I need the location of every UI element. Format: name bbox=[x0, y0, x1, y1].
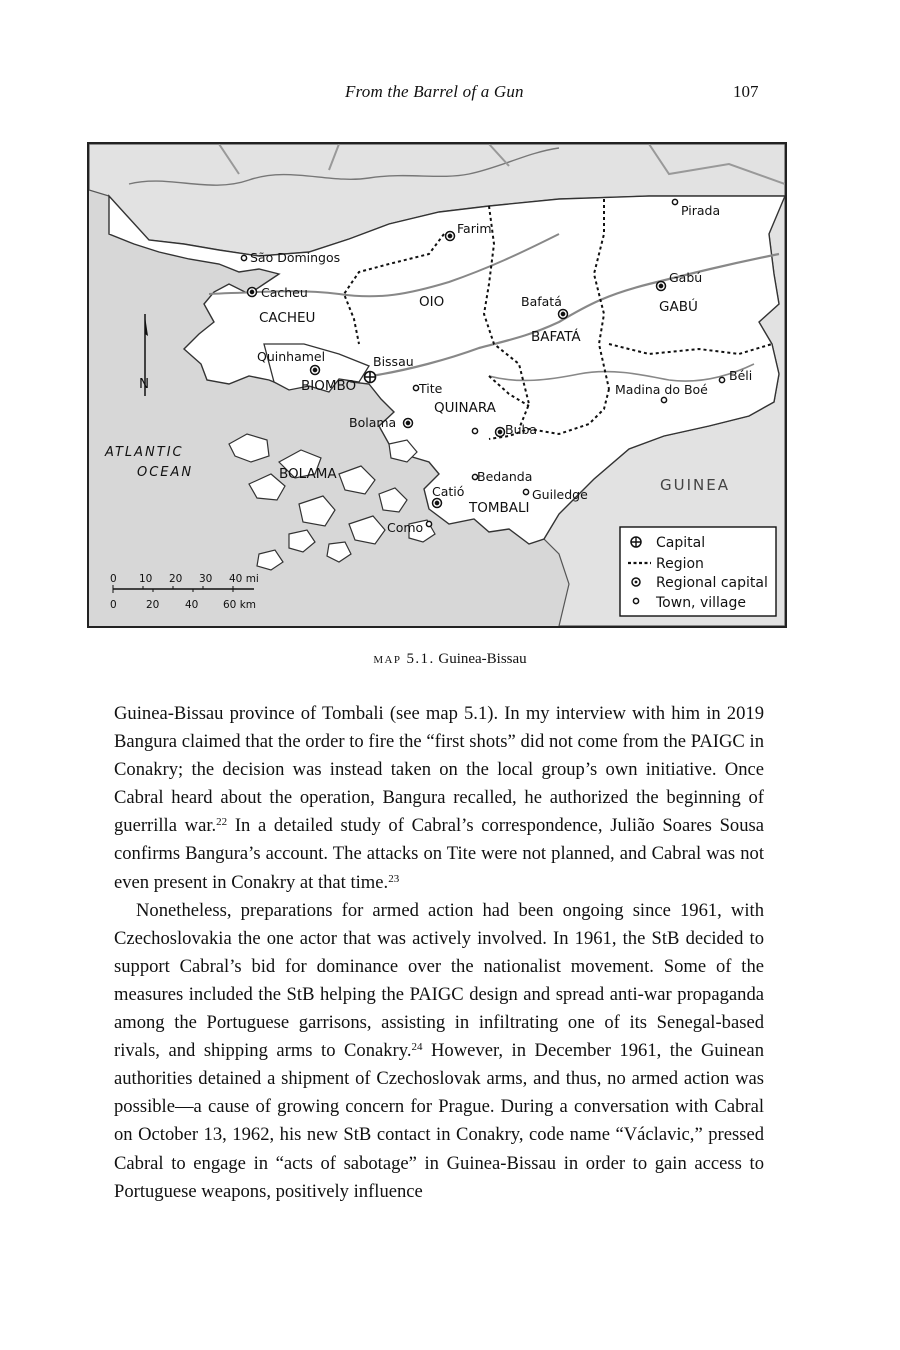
caption-label: map 5.1. bbox=[373, 651, 435, 667]
footnote-ref-23[interactable]: 23 bbox=[388, 872, 400, 885]
paragraph-1-part-a: Guinea-Bissau province of Tombali (see map 5.1). In my interview with him in 2019 Bangura claimed that the order to fire the “first shots” did not come from the PAIGC in Conakry; the decision was instead taken on the local group’s own initiative. Once Cabral heard about the operation, Bangura recalled, he authorized the beginning of guerrilla war. bbox=[114, 703, 764, 837]
scale-km-60: 60 km bbox=[223, 599, 257, 611]
place-pirada: Pirada bbox=[681, 203, 721, 218]
region-bolama: BOLAMA bbox=[279, 466, 337, 482]
place-guiledge: Guiledge bbox=[532, 487, 588, 502]
region-cacheu: CACHEU bbox=[259, 310, 316, 326]
map-caption bbox=[0, 651, 900, 668]
region-oio: OIO bbox=[419, 294, 445, 310]
scale-mi-20: 20 bbox=[169, 573, 183, 585]
place-beli: Béli bbox=[729, 368, 753, 383]
region-tombali: TOMBALI bbox=[469, 500, 530, 516]
place-farim: Farim bbox=[457, 221, 492, 236]
region-quinara: QUINARA bbox=[434, 400, 496, 416]
scale-km-0: 0 bbox=[110, 599, 117, 611]
paragraph-2-part-a: Nonetheless, preparations for armed action had been ongoing since 1961, with Czechoslovakia the one actor that was actively involved. In 1961, the StB decided to support Cabral’s bid for dominance over the nationalist movement. Some of the measures included the StB helping the PAIGC design and spread anti-war propaganda among the Portuguese garrisons, assisting in infiltrating one of its Senegal-based rivals, and shipping arms to Conakry. bbox=[114, 899, 764, 1062]
place-cacheu: Cacheu bbox=[261, 285, 308, 300]
running-head bbox=[0, 82, 900, 106]
region-biombo: BIOMBO bbox=[301, 378, 357, 394]
body-text bbox=[114, 700, 764, 1206]
scale-km-20: 20 bbox=[146, 599, 160, 611]
ocean-label-line2: OCEAN bbox=[137, 465, 194, 480]
scale-mi-10: 10 bbox=[139, 573, 153, 585]
legend-town-symbol bbox=[633, 598, 638, 603]
place-gabu: Gabú bbox=[669, 270, 703, 285]
paragraph-2 bbox=[114, 897, 764, 1206]
footnote-ref-22[interactable]: 22 bbox=[216, 816, 228, 829]
place-buba: Buba bbox=[505, 422, 538, 437]
paragraph-1 bbox=[114, 700, 764, 897]
caption-title: Guinea-Bissau bbox=[438, 651, 527, 667]
place-tite: Tite bbox=[419, 381, 443, 396]
footnote-ref-24[interactable]: 24 bbox=[411, 1041, 423, 1054]
scale-mi-0: 0 bbox=[110, 573, 117, 585]
legend-regional-capital: Regional capital bbox=[656, 575, 768, 591]
legend-capital: Capital bbox=[656, 535, 706, 551]
country-guinea: GUINEA bbox=[660, 476, 730, 494]
place-bolama: Bolama bbox=[349, 415, 397, 430]
map-svg bbox=[89, 144, 785, 626]
ocean-label-line1: ATLANTIC bbox=[105, 445, 184, 460]
place-bedanda: Bedanda bbox=[477, 469, 533, 484]
place-quinhamel: Quinhamel bbox=[257, 349, 326, 364]
region-gabu: GABÚ bbox=[659, 299, 698, 315]
paragraph-2-part-b: However, in December 1961, the Guinean authorities detained a shipment of Czechoslovak arms, and thus, no armed action was possible—a cause of growing concern for Prague. During a conversation with Cabral on October 13, 1962, his new StB contact in Conakry, code name “Václavic,” pressed Cabral to engage in “acts of sabotage” in Guinea-Bissau in order to gain access to Portuguese weapons, positively influence bbox=[114, 1040, 764, 1202]
place-sao-domingos: São Domingos bbox=[250, 250, 341, 265]
place-como: Como bbox=[387, 520, 424, 535]
capital-marker-bissau bbox=[365, 372, 376, 383]
scale-mi-40: 40 mi bbox=[229, 573, 259, 585]
place-catio: Catió bbox=[432, 484, 465, 499]
region-bafata: BAFATÁ bbox=[531, 329, 581, 345]
page-number: 107 bbox=[733, 82, 759, 101]
scale-mi-30: 30 bbox=[199, 573, 213, 585]
paragraph-1-part-b: In a detailed study of Cabral’s correspondence, Julião Soares Sousa confirms Bangura’s account. The attacks on Tite were not planned, and Cabral was not even present in Conakry at that time. bbox=[114, 815, 764, 893]
place-bafata: Bafatá bbox=[521, 294, 562, 309]
guinea-bissau-map bbox=[87, 142, 787, 628]
north-label: N bbox=[139, 376, 150, 392]
running-title: From the Barrel of a Gun bbox=[345, 82, 524, 101]
place-bissau: Bissau bbox=[373, 354, 414, 369]
map-legend bbox=[620, 527, 776, 616]
scale-km-40: 40 bbox=[185, 599, 199, 611]
legend-region: Region bbox=[656, 556, 704, 572]
legend-town: Town, village bbox=[656, 595, 746, 611]
place-madina-do-boe: Madina do Boé bbox=[615, 382, 708, 397]
